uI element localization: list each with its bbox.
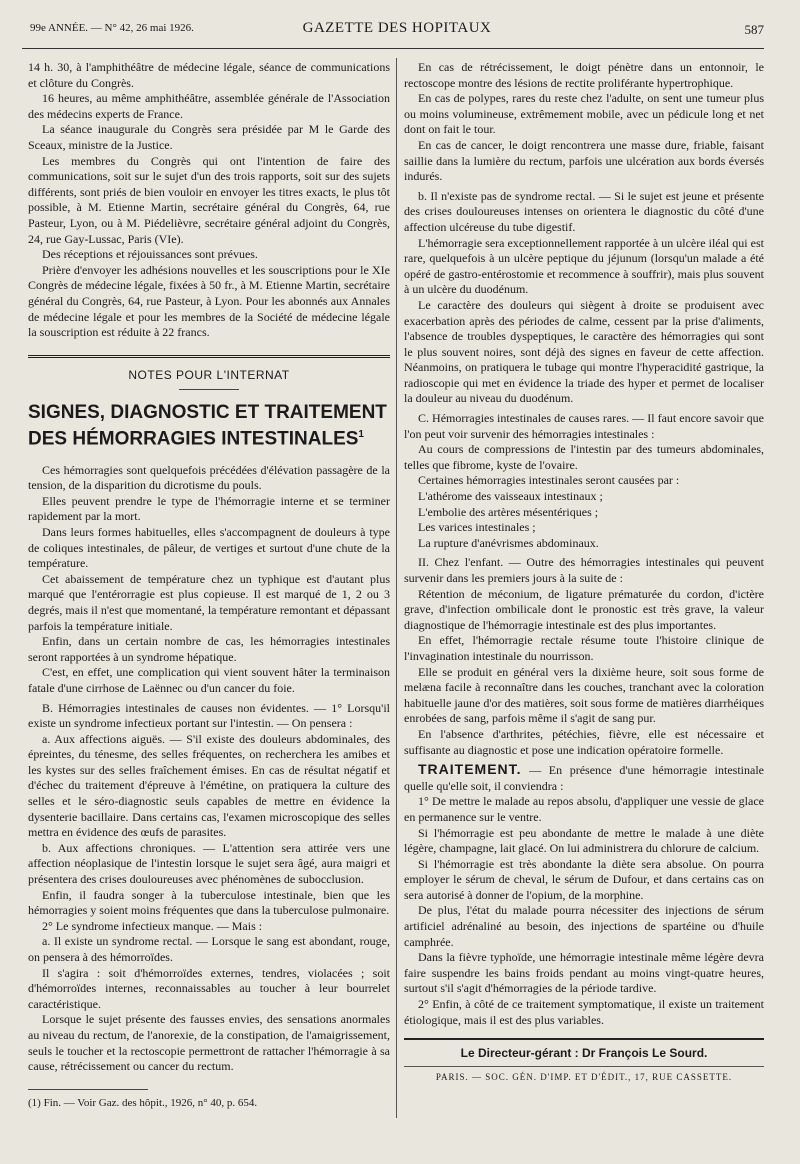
paragraph: Des réceptions et réjouissances sont prévues.	[42, 247, 258, 262]
right-column	[404, 60, 764, 1085]
paragraph: Certaines hémorragies intestinales seront causées par :	[418, 473, 680, 488]
page-header	[30, 16, 764, 42]
journal-title: GAZETTE DES HOPITAUX	[302, 20, 492, 36]
paragraph: Au cours de compressions de l'intestin par des tumeurs abdominales, telles que fibrome, kyste de l'ovaire.	[404, 442, 764, 472]
paragraph: 14 h. 30, à l'amphithéâtre de médecine légale, séance de communications et clôture du Congrès.	[28, 60, 390, 90]
paragraph: En effet, l'hémorragie rectale résume toute l'histoire clinique de l'invagination intestinale du nourrisson.	[404, 633, 764, 663]
paragraph: 1° De mettre le malade au repos absolu, d'appliquer une vessie de glace en permanence sur le ventre.	[404, 794, 764, 824]
left-column	[28, 60, 390, 1111]
column-divider	[396, 58, 397, 1118]
printer-imprint: PARIS. — SOC. GÉN. D'IMP. ET D'ÉDIT., 17, RUE CASSETTE.	[404, 1066, 764, 1086]
list-item: L'athérome des vaisseaux intestinaux ;	[418, 489, 603, 504]
paragraph: a. Il existe un syndrome rectal. — Lorsque le sang est abondant, rouge, on pensera à des hémorroïdes.	[28, 934, 390, 965]
article-body	[28, 463, 390, 1075]
paragraph: Prière d'envoyer les adhésions nouvelles et les souscriptions pour le XIe Congrès de médecine légale, fixées à 50 fr., à M. Etienne Martin, secrétaire général du Congrès, 64, rue Pasteur, à Lyon. Pour les abonnés aux Annales de médecine légale et pour les membres de la Société de médecine légale la souscription est réduite à 22 francs.	[28, 262, 390, 340]
paragraph: B. Hémorragies intestinales de causes non évidentes. — 1° Lorsqu'il existe un syndrome infectieux portant sur l'intestin. — On pensera :	[28, 700, 390, 731]
treatment-heading: TRAITEMENT.	[418, 761, 522, 778]
header-rule	[22, 48, 764, 49]
paragraph: 2° Le syndrome infectieux manque. — Mais :	[42, 918, 263, 933]
section-rule	[28, 355, 390, 358]
paragraph: 2° Enfin, à côté de ce traitement symptomatique, il existe un traitement étiologique, mais il est des plus variables.	[404, 997, 764, 1027]
paragraph: En cas de polypes, rares du reste chez l'adulte, on sent une tumeur plus ou moins volumineuse, extrêmement mobile, avec un pédicule long et net dont on fait le tour.	[404, 91, 764, 137]
paragraph: En cas de rétrécissement, le doigt pénètre dans un entonnoir, le rectoscope montre des lésions de rectite proliférante hypertrophique.	[404, 60, 764, 90]
director-signature: Le Directeur-gérant : Dr François Le Sourd.	[404, 1038, 764, 1062]
paragraph: Le caractère des douleurs qui siègent à droite se produisent avec exacerbation après des périodes de calme, cessent par la prise d'aliments, l'absence de troubles dyspeptiques, le caractère des hémorragies qui sont le plus souvent noires, sont déjà des signes en faveur de cette affection. Néanmoins, on pratiquera le tubage qui montre l'hyperacidité gastrique, la radioscopie qui met en évidence la triade des hyper et permet de localiser la douleur au niveau du duodénum.	[404, 297, 764, 406]
issue-info: 99e ANNÉE. — N° 42, 26 mai 1926.	[30, 22, 194, 34]
paragraph: En l'absence d'arthrites, pétéchies, fièvre, elle est nécessaire et suffisante au diagnostic et pose une indication opératoire formelle.	[404, 726, 764, 757]
article-title: SIGNES, DIAGNOSTIC ET TRAITEMENT DES HÉMORRAGIES INTESTINALES$^1$	[28, 402, 387, 450]
paragraph: b. Il n'existe pas de syndrome rectal. — Si le sujet est jeune et présente des crises douloureuses intenses on orientera le diagnostic du côté d'une affection ulcéreuse du tube digestif.	[404, 188, 764, 234]
section-heading: NOTES POUR L'INTERNAT	[128, 367, 290, 382]
paragraph: a. Aux affections aiguës. — S'il existe des douleurs abdominales, des épreintes, du ténesme, des selles fréquentes, on recherchera les amibes et les kystes sur des selles fraîchement émises. En cas de résultat négatif et d'échec du traitement d'épreuve à l'émétine, on pratiquera la culture des selles et le séro-diagnostic seuls capables de mettre en évidence la dysenterie bacillaire. Dans certains cas, l'examen microscopique des selles mettra en évidence des œufs de parasites.	[28, 731, 390, 840]
paragraph: L'hémorragie sera exceptionnellement rapportée à un ulcère iléal qui est rare, quelquefois à un ulcère peptique du jéjunum (lorsqu'un malade a été opéré de gastro-entérostomie et recommence à souffrir), mais plus souvent à un ulcère du duodénum.	[404, 235, 764, 297]
page-number: 587	[744, 22, 764, 37]
paragraph: b. Aux affections chroniques. — L'attention sera attirée vers une affection néoplasique de l'intestin lorsque le sujet sera âgé, aura maigri et présentera des crises douloureuses avec phénomènes de subocclusion.	[28, 840, 390, 887]
list-item: Les varices intestinales ;	[418, 520, 536, 535]
paragraph: Ces hémorragies sont quelquefois précédées d'élévation passagère de la tension, de la disparition du dicrotisme du pouls.	[28, 462, 390, 493]
paragraph: 16 heures, au même amphithéâtre, assemblée générale de l'Association des médecins experts de France.	[28, 91, 390, 121]
paragraph: Lorsque le sujet présente des fausses envies, des sensations anormales au niveau du rectum, de l'anorexie, de la constipation, de l'amaigrissement, seuls le toucher et la rectoscopie permettront de rattacher l'hémorragie à sa cause, rétrécissement ou cancer du rectum.	[28, 1012, 390, 1074]
footnote-rule	[28, 1089, 148, 1090]
paragraph: Il s'agira : soit d'hémorroïdes externes, tendres, violacées ; soit d'hémorroïdes internes, reconnaissables au toucher à leur bourrelet caractéristique.	[28, 965, 390, 1011]
short-divider	[179, 389, 239, 390]
paragraph: Dans la fièvre typhoïde, une hémorragie intestinale même légère devra faire suspendre les bains froids pendant au moins vingt-quatre heures, surtout s'il s'agit d'hémorragies de la période tardive.	[404, 950, 764, 996]
paragraph: Si l'hémorragie est peu abondante de mettre le malade à une diète légère, champagne, lait glacé. On lui administrera du chlorure de calcium.	[404, 825, 764, 856]
paragraph: Enfin, il faudra songer à la tuberculose intestinale, bien que les hémorragies y soient moins fréquentes que dans la tuberculose pulmonaire.	[28, 887, 390, 918]
paragraph: La séance inaugurale du Congrès sera présidée par M le Garde des Sceaux, ministre de la Justice.	[28, 122, 390, 152]
congress-announcement	[28, 60, 390, 341]
footnote: (1) Fin. — Voir Gaz. des hôpit., 1926, n° 40, p. 654.	[28, 1096, 258, 1109]
paragraph: Elle se produit en général vers la dixième heure, soit sous forme de melæna facile à reconnaître dans les couches, tranchant avec la coloration habituelle jaune d'or des matières, soit sous forme de matières diarrhéiques enrobées de sang, parfois même il s'agit de sang pur.	[404, 664, 764, 726]
paragraph: Enfin, dans un certain nombre de cas, les hémorragies intestinales seront rapportées à un syndrome hépatique.	[28, 634, 390, 664]
paragraph: Rétention de méconium, de ligature prématurée du cordon, d'ictère grave, d'infection ombilicale dont le pronostic est très grave, la valeur diagnostique de l'hémorragie intestinale est des plus importantes.	[404, 586, 764, 632]
paragraph: En cas de cancer, le doigt rencontrera une masse dure, friable, faisant saillie dans la lumière du rectum, parfois une ulcération aux bords éversés indurés.	[404, 137, 764, 184]
treatment-intro: TRAITEMENT. — En présence d'une hémorragie intestinale quelle qu'elle soit, il conviendra :	[404, 761, 764, 793]
footnote-mark: 1	[358, 429, 364, 441]
paragraph: Elles peuvent prendre le type de l'hémorragie interne et se terminer rapidement par la mort.	[28, 493, 390, 524]
paragraph: Les membres du Congrès qui ont l'intention de faire des communications, soit sur le sujet d'un des trois rapports, soit sur des sujets différents, sont priés de bien vouloir en envoyer les titres exacts, le plus tôt possible, à M. Etienne Martin, secrétaire général du Congrès, 64, rue Pasteur, Lyon, ou à M. Piédelièvre, secrétaire général adjoint du Congrès, 24, rue Gay-Lussac, Paris (VIe).	[28, 153, 390, 246]
paragraph: De plus, l'état du malade pourra nécessiter des injections de sérum artificiel adrénaliné au besoin, des injections de spartéine ou d'huile camphrée.	[404, 903, 764, 949]
paragraph: Cet abaissement de température chez un typhique est d'autant plus marqué que l'entérorragie est plus copieuse. Il est marqué de 1, 2 ou 3 degrés, mais il n'est que momentané, la température remontant et dépassant parfois la température initiale.	[28, 571, 390, 633]
paragraph: Si l'hémorragie est très abondante la diète sera absolue. On pourra employer le sérum de cheval, le sérum de Dufour, et dans certains cas on sera autorisé à donner de l'opium, de la morphine.	[404, 856, 764, 902]
paragraph: Dans leurs formes habituelles, elles s'accompagnent de douleurs à type de coliques intestinales, de pâleur, de vertiges et surtout d'une chute de la température.	[28, 524, 390, 571]
paragraph: II. Chez l'enfant. — Outre des hémorragies intestinales qui peuvent survenir dans les premiers jours à la suite de :	[404, 555, 764, 585]
paragraph: C'est, en effet, une complication qui vient souvent hâter la terminaison fatale d'une cirrhose de Laënnec ou d'un cancer du foie.	[28, 665, 390, 695]
list-item: La rupture d'anévrismes abdominaux.	[418, 535, 599, 550]
paragraph: C. Hémorragies intestinales de causes rares. — Il faut encore savoir que l'on peut voir survenir des hémorragies intestinales :	[404, 411, 764, 441]
list-item: L'embolie des artères mésentériques ;	[418, 504, 599, 519]
